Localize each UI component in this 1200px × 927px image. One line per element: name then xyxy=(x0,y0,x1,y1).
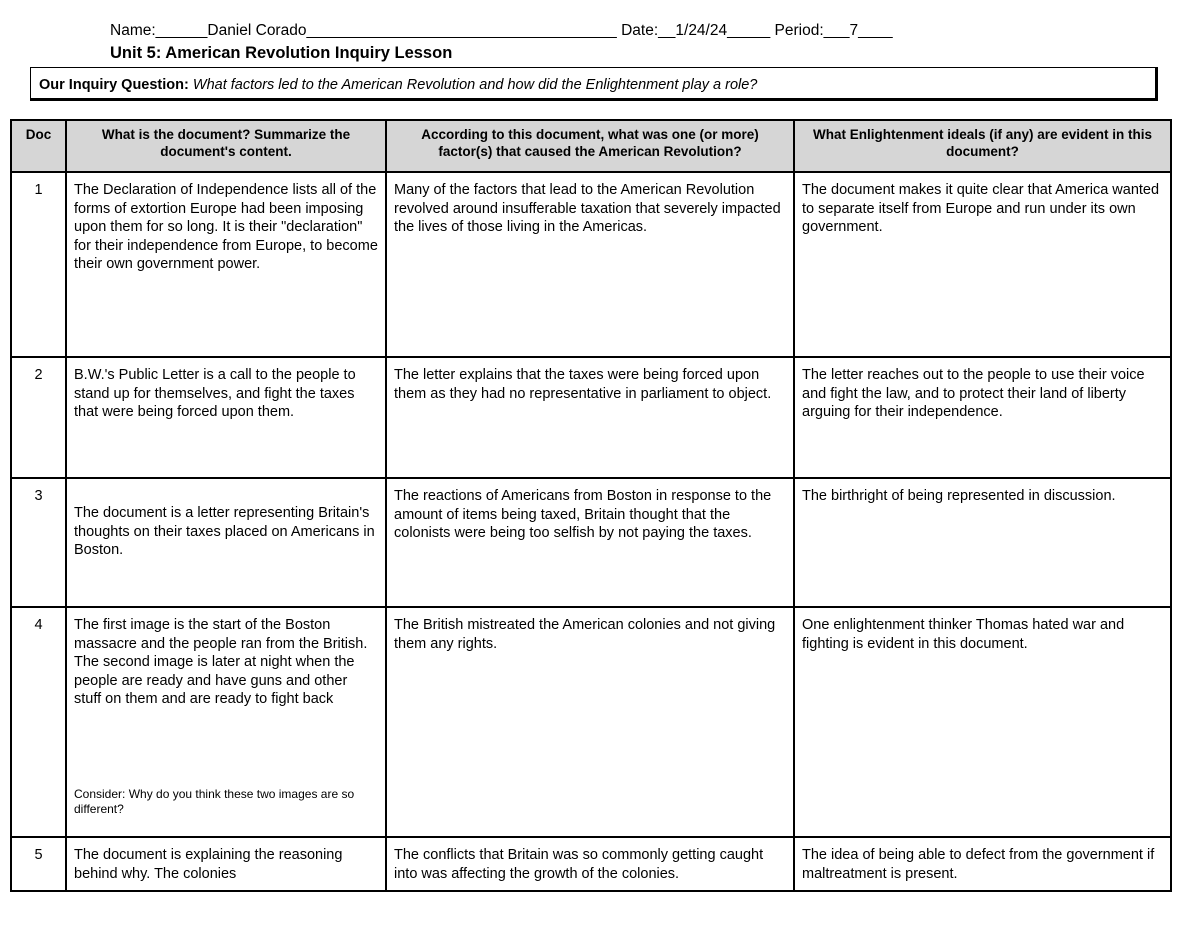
ideals-cell[interactable] xyxy=(794,172,1171,357)
summary-text: The document is a letter representing Britain's thoughts on their taxes placed on Americans in Boston. xyxy=(74,505,375,558)
summary-cell[interactable] xyxy=(66,478,386,607)
ideals-cell[interactable] xyxy=(794,478,1171,607)
doc-number: 2 xyxy=(11,357,66,478)
document-analysis-table xyxy=(10,119,1172,892)
unit-title: Unit 5: American Revolution Inquiry Lesson xyxy=(110,44,453,62)
ideals-text: The idea of being able to defect from the government if maltreatment is present. xyxy=(802,847,1155,882)
doc-number: 1 xyxy=(11,172,66,357)
ideals-text: The birthright of being represented in discussion. xyxy=(802,488,1116,504)
doc-number: 5 xyxy=(11,837,66,891)
summary-text: The document is explaining the reasoning behind why. The colonies xyxy=(74,847,343,882)
factors-text: The conflicts that Britain was so commonly getting caught into was affecting the growth of the colonies. xyxy=(394,847,764,882)
doc-number: 4 xyxy=(11,607,66,837)
doc-number: 3 xyxy=(11,478,66,607)
table-row xyxy=(11,837,1171,891)
table-row xyxy=(11,607,1171,837)
header-enlightenment: What Enlightenment ideals (if any) are evident in this document? xyxy=(794,120,1171,172)
inquiry-question-text: What factors led to the American Revolution and how did the Enlightenment play a role? xyxy=(192,77,758,93)
table-row xyxy=(11,172,1171,357)
consider-prompt: Consider: Why do you think these two images are so different? xyxy=(74,786,355,816)
cell-top-spacer xyxy=(74,487,378,504)
factors-cell[interactable] xyxy=(386,837,794,891)
name-date-period-line: Name:______Daniel Corado____________________________________ Date:__1/24/24_____ Period:___7____ xyxy=(110,22,893,39)
factors-cell[interactable] xyxy=(386,478,794,607)
summary-text: The Declaration of Independence lists all of the forms of extortion Europe had been imposing upon them for so long. It is their "declaration" for their independence from Europe, to become their own government power. xyxy=(74,182,378,272)
table-row xyxy=(11,478,1171,607)
ideals-cell[interactable] xyxy=(794,607,1171,837)
summary-text: The first image is the start of the Boston massacre and the people ran from the British. The second image is later at night when the people are ready and have guns and other stuff on them and are ready to fight back xyxy=(74,617,368,707)
summary-cell[interactable] xyxy=(66,837,386,891)
inquiry-label-colon: : xyxy=(184,77,189,93)
header-doc: Doc xyxy=(11,120,66,172)
header-summary: What is the document? Summarize the document's content. xyxy=(66,120,386,172)
factors-cell[interactable] xyxy=(386,172,794,357)
summary-text: B.W.'s Public Letter is a call to the people to stand up for themselves, and fight the taxes that were being forced upon them. xyxy=(74,367,356,420)
factors-cell[interactable] xyxy=(386,357,794,478)
factors-text: The letter explains that the taxes were being forced upon them as they had no representative in parliament to object. xyxy=(394,367,772,402)
table-header-row xyxy=(11,120,1171,172)
table-row xyxy=(11,357,1171,478)
ideals-text: The letter reaches out to the people to use their voice and fight the law, and to protect their land of liberty arguing for their independence. xyxy=(802,367,1145,420)
ideals-cell[interactable] xyxy=(794,357,1171,478)
ideals-text: One enlightenment thinker Thomas hated war and fighting is evident in this document. xyxy=(802,617,1125,652)
inquiry-label: Our Inquiry Question xyxy=(39,77,185,93)
factors-text: The reactions of Americans from Boston in response to the amount of items being taxed, Britain thought that the colonists were being too selfish by not paying the taxes. xyxy=(394,488,772,541)
factors-text: The British mistreated the American colonies and not giving them any rights. xyxy=(394,617,776,652)
summary-cell[interactable] xyxy=(66,172,386,357)
summary-cell[interactable] xyxy=(66,357,386,478)
ideals-cell[interactable] xyxy=(794,837,1171,891)
ideals-text: The document makes it quite clear that America wanted to separate itself from Europe and run under its own government. xyxy=(802,182,1160,235)
inquiry-question-box xyxy=(30,67,1158,101)
header-factors: According to this document, what was one (or more) factor(s) that caused the American Revolution? xyxy=(386,120,794,172)
factors-cell[interactable] xyxy=(386,607,794,837)
summary-cell[interactable] xyxy=(66,607,386,837)
factors-text: Many of the factors that lead to the American Revolution revolved around insufferable taxation that severely impacted the lives of those living in the Americas. xyxy=(394,182,781,235)
